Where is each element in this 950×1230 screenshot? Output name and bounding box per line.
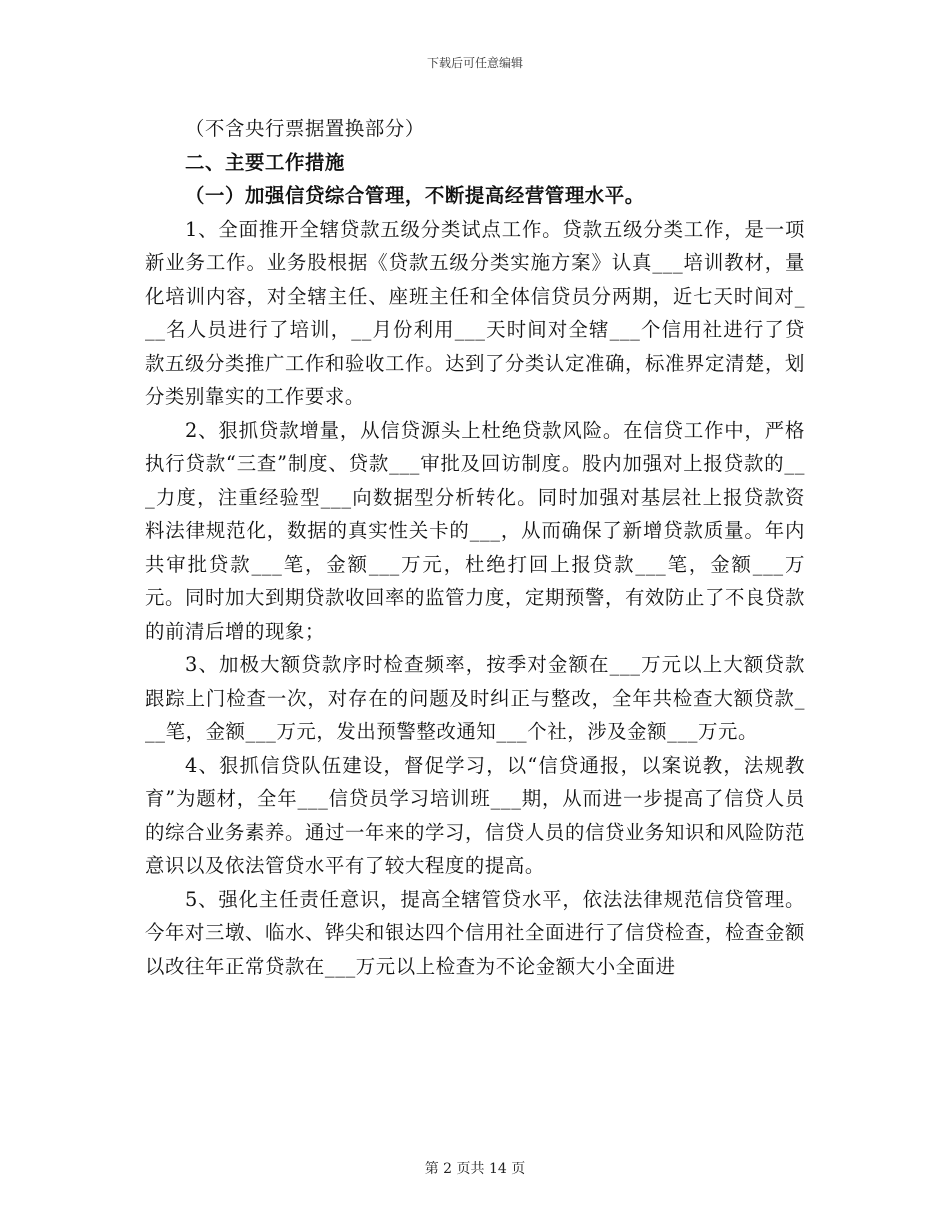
paragraph-item-1: 1、全面推开全辖贷款五级分类试点工作。贷款五级分类工作，是一项新业务工作。业务股根据《贷款五级分类实施方案》认真___培训教材，量化培训内容，对全辖主任、座班主任和全体信贷员分两期，近七天时间对___名人员进行了培训，__月份利用___天时间对全辖___个信用社进行了贷款五级分类推广工作和验收工作。达到了分类认定准确，标准界定清楚，划分类别靠实的工作要求。: [145, 217, 805, 408]
paragraph-note: （不含央行票据置换部分）: [185, 117, 425, 140]
document-body: [145, 112, 805, 983]
paragraph-item-3: 3、加极大额贷款序时检查频率，按季对金额在___万元以上大额贷款跟踪上门检查一次，对存在的问题及时纠正与整改，全年共检查大额贷款___笔，金额___万元，发出预警整改通知___个社，涉及金额___万元。: [145, 653, 805, 743]
page-footer: 第 2 页共 14 页: [424, 1161, 526, 1177]
paragraph-item-5: 5、强化主任责任意识，提高全辖管贷水平，依法法律规范信贷管理。今年对三墩、临水、铧尖和银达四个信用社全面进行了信贷检查，检查金额以改往年正常贷款在___万元以上检查为不论金额大小全面进: [145, 887, 805, 978]
section-heading: 二、主要工作措施: [185, 150, 345, 174]
paragraph-item-2: 2、狠抓贷款增量，从信贷源头上杜绝贷款风险。在信贷工作中，严格执行贷款“三查”制度、贷款___审批及回访制度。股内加强对上报贷款的___力度，注重经验型___向数据型分析转化。同时加强对基层社上报贷款资料法律规范化，数据的真实性关卡的___，从而确保了新增贷款质量。年内共审批贷款___笔，金额___万元，杜绝打回上报贷款___笔，金额___万元。同时加大到期贷款收回率的监管力度，定期预警，有效防止了不良贷款的前清后增的现象；: [145, 418, 805, 643]
paragraph-item-4: 4、狠抓信贷队伍建设，督促学习，以“信贷通报，以案说教，法规教育”为题材，全年___信贷员学习培训班___期，从而进一步提高了信贷人员的综合业务素养。通过一年来的学习，信贷人员的信贷业务知识和风险防范意识以及依法管贷水平有了较大程度的提高。: [145, 753, 805, 877]
subsection-heading: （一）加强信贷综合管理，不断提高经营管理水平。: [185, 184, 645, 207]
page-header: 下载后可任意编辑: [426, 56, 523, 70]
